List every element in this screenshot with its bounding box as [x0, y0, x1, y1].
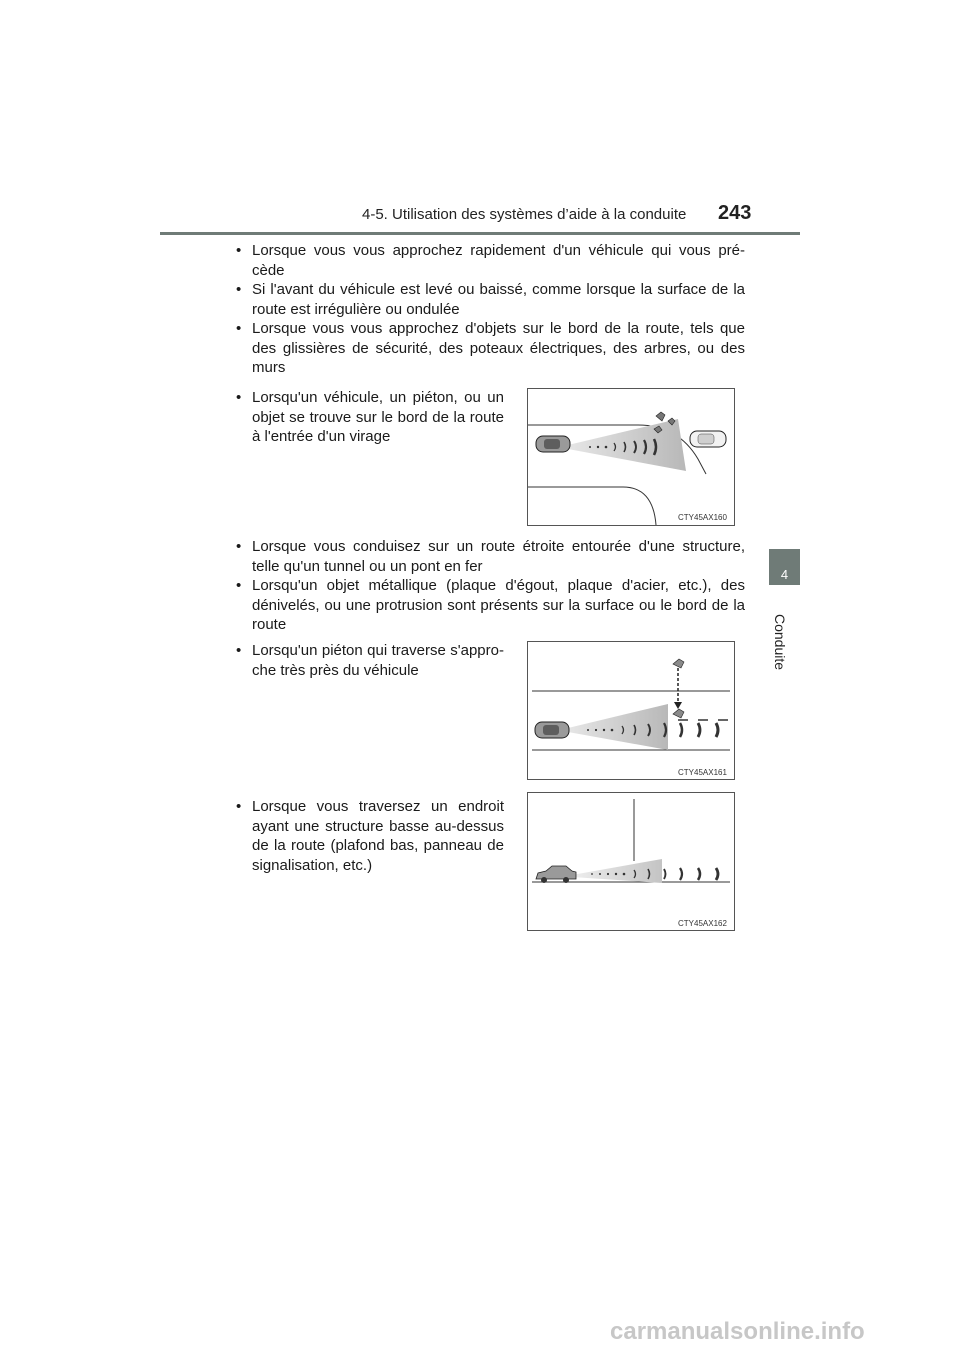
- figure-curve-entrance: [527, 388, 735, 526]
- figure-code: CTY45AX162: [678, 919, 727, 928]
- list-item: • Lorsqu'un objet métallique (plaque d'égout, plaque d'acier, etc.), des dénivelés, ou une protrusion sont présents sur la surface ou le bord de la route: [236, 576, 745, 635]
- bullet-list-curve: [236, 388, 504, 447]
- bullet-list-1: [236, 241, 745, 378]
- list-item: • Lorsqu'un véhicule, un piéton, ou un objet se trouve sur le bord de la route à l'entrée d'un virage: [236, 388, 504, 447]
- radar-beam: [568, 419, 686, 471]
- list-item: • Lorsque vous conduisez sur un route étroite entourée d'une structure, telle qu'un tunnel ou un pont en fer: [236, 537, 745, 576]
- list-item: • Lorsque vous vous approchez d'objets sur le bord de la route, tels que des glissières de sécurité, des poteaux électriques, des arbres, ou des murs: [236, 319, 745, 378]
- section-title: 4-5. Utilisation des systèmes d’aide à la conduite: [362, 206, 687, 223]
- bullet-list-2: [236, 537, 745, 635]
- radar-beam: [568, 704, 668, 750]
- pedestrian-illustration: [528, 642, 734, 779]
- list-item: • Si l'avant du véhicule est levé ou baissé, comme lorsque la surface de la route est irrégulière ou ondulée: [236, 280, 745, 319]
- overhead-structure-illustration: [528, 793, 734, 930]
- list-item: • Lorsqu'un piéton qui traverse s'appro-che très près du véhicule: [236, 641, 504, 680]
- bullet-list-overhead: [236, 797, 504, 875]
- chapter-number: 4: [780, 567, 789, 582]
- figure-crossing-pedestrian: [527, 641, 735, 780]
- list-item: • Lorsque vous traversez un endroit ayant une structure basse au-dessus de la route (plafond bas, panneau de signalisation, etc.): [236, 797, 504, 875]
- arrow-head-icon: [674, 702, 682, 709]
- figure-code: CTY45AX161: [678, 768, 727, 777]
- own-vehicle-icon: [536, 436, 570, 452]
- page-number: 243: [718, 202, 752, 224]
- watermark: carmanualsonline.info: [610, 1318, 865, 1345]
- figure-overhead-structure: [527, 792, 735, 931]
- oncoming-vehicle-icon: [690, 431, 726, 447]
- bullet-list-pedestrian: [236, 641, 504, 680]
- curve-illustration: [528, 389, 734, 525]
- chapter-tab: [769, 549, 800, 585]
- chapter-label: Conduite: [772, 614, 788, 671]
- side-view-vehicle-icon: [536, 866, 576, 883]
- figure-code: CTY45AX160: [678, 513, 727, 522]
- header-divider: [160, 232, 800, 235]
- list-item: • Lorsque vous vous approchez rapidement d'un véhicule qui vous pré-cède: [236, 241, 745, 280]
- own-vehicle-icon: [535, 722, 569, 738]
